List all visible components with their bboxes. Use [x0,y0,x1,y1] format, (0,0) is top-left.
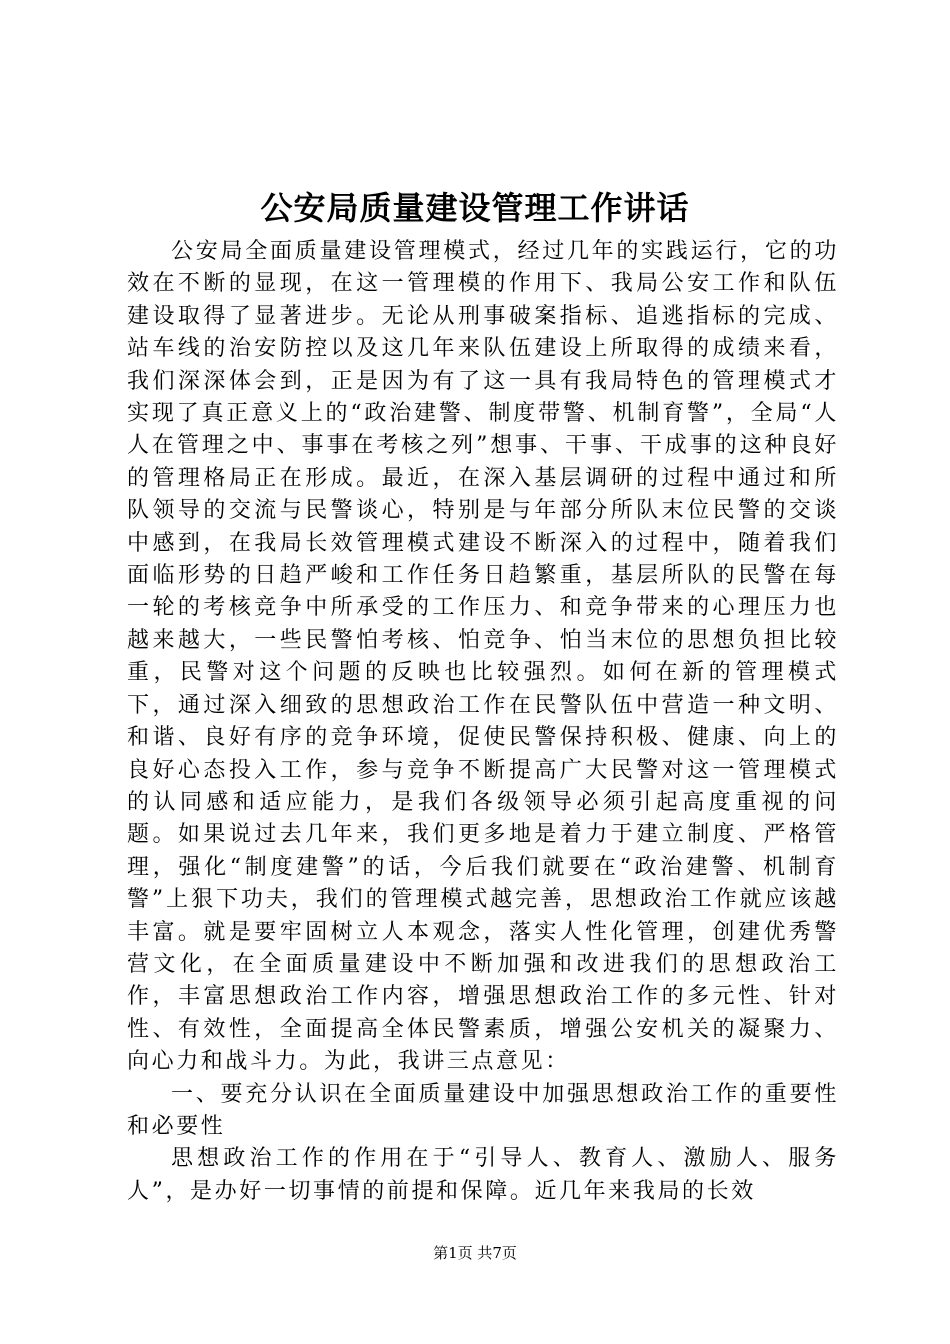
document-body [127,236,839,1208]
body-paragraph-intro: 公安局全面质量建设管理模式，经过几年的实践运行，它的功效在不断的显现，在这一管理模的作用下、我局公安工作和队伍建设取得了显著进步。无论从刑事破案指标、追逃指标的完成、站车线的治安防控以及这几年来队伍建设上所取得的成绩来看，我们深深体会到，正是因为有了这一具有我局特色的管理模式才实现了真正意义上的“政治建警、制度带警、机制育警”，全局“人人在管理之中、事事在考核之列”想事、干事、干成事的这种良好的管理格局正在形成。最近，在深入基层调研的过程中通过和所队领导的交流与民警谈心，特别是与年部分所队末位民警的交谈中感到，在我局长效管理模式建设不断深入的过程中，随着我们面临形势的日趋严峻和工作任务日趋繁重，基层所队的民警在每一轮的考核竞争中所承受的工作压力、和竞争带来的心理压力也越来越大，一些民警怕考核、怕竞争、怕当末位的思想负担比较重，民警对这个问题的反映也比较强烈。如何在新的管理模式下，通过深入细致的思想政治工作在民警队伍中营造一种文明、和谐、良好有序的竞争环境，促使民警保持积极、健康、向上的良好心态投入工作，参与竞争不断提高广大民警对这一管理模式的认同感和适应能力，是我们各级领导必须引起高度重视的问题。如果说过去几年来，我们更多地是着力于建立制度、严格管理，强化“制度建警”的话，今后我们就要在“政治建警、机制育警”上狠下功夫，我们的管理模式越完善，思想政治工作就应该越丰富。就是要牢固树立人本观念，落实人性化管理，创建优秀警营文化，在全面质量建设中不断加强和改进我们的思想政治工作，丰富思想政治工作内容，增强思想政治工作的多元性、针对性、有效性，全面提高全体民警素质，增强公安机关的凝聚力、向心力和战斗力。为此，我讲三点意见： [127,239,839,1075]
section-heading-1: 一、要充分认识在全面质量建设中加强思想政治工作的重要性和必要性 [127,1081,839,1139]
body-paragraph-section-1: 思想政治工作的作用在于“引导人、教育人、激励人、服务人”，是办好一切事情的前提和保障。近几年来我局的长效 [127,1146,839,1204]
page-number-footer: 第1页 共7页 [433,1244,517,1262]
document-title: 公安局质量建设管理工作讲话 [260,189,690,227]
